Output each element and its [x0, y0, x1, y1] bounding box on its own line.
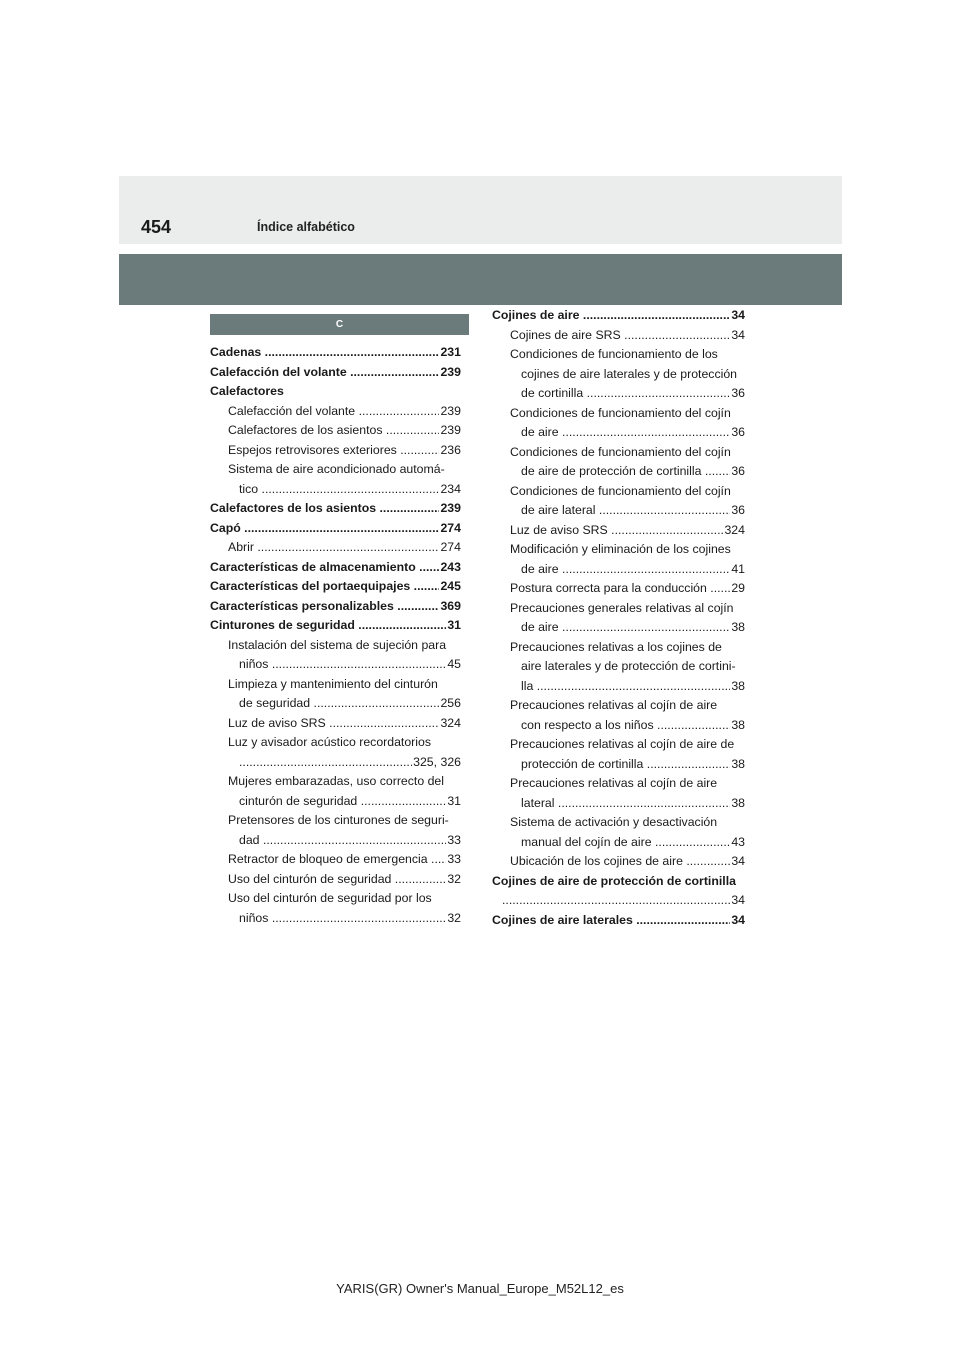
- index-term: niños: [239, 657, 269, 671]
- page-reference: 38: [730, 794, 745, 814]
- page-reference: 45: [446, 655, 461, 675]
- index-entry: [492, 599, 745, 619]
- index-term: Calefactores: [210, 384, 284, 398]
- index-entry: [210, 616, 461, 636]
- index-entry: [492, 638, 745, 658]
- index-term: de aire lateral: [521, 503, 596, 517]
- leader-dots: [268, 911, 461, 925]
- page-reference: 34: [730, 891, 745, 911]
- leader-dots: [310, 696, 461, 710]
- index-entry: [210, 558, 461, 578]
- index-term: Precauciones relativas al cojín de aire de: [510, 737, 735, 751]
- index-term: Uso del cinturón de seguridad: [228, 871, 392, 886]
- page-reference: 239: [439, 402, 461, 422]
- leader-dots: [260, 833, 461, 847]
- page-number: 454: [141, 217, 172, 237]
- leader-dots: [261, 345, 461, 359]
- index-entry: [492, 345, 745, 365]
- page-reference: 256: [439, 694, 461, 714]
- page-reference: 36: [730, 384, 745, 404]
- page-reference: 245: [439, 577, 461, 597]
- index-term: manual del cojín de aire: [521, 834, 652, 849]
- page-reference: 239: [439, 421, 461, 441]
- page-reference: 41: [730, 560, 745, 580]
- index-entry: [210, 655, 461, 675]
- index-term: dad: [239, 832, 260, 847]
- index-term: Condiciones de funcionamiento de los: [510, 347, 718, 361]
- index-term: Uso del cinturón de seguridad por los: [228, 891, 432, 905]
- index-entry: [210, 577, 461, 597]
- index-term: Sistema de aire acondicionado automá-: [228, 462, 445, 476]
- index-term: Precauciones generales relativas al cojín: [510, 600, 734, 615]
- index-entry: [210, 597, 461, 617]
- index-term: lla: [521, 678, 534, 693]
- leader-dots: [583, 386, 745, 400]
- index-entry: [492, 501, 745, 521]
- index-entry: [210, 636, 461, 656]
- index-entry: [210, 538, 461, 558]
- page-reference: 36: [730, 423, 745, 443]
- index-entry: [492, 560, 745, 580]
- index-term: cinturón de seguridad: [239, 793, 358, 808]
- page-reference: 231: [439, 343, 461, 363]
- index-entry: [210, 382, 461, 402]
- index-term: de cortinilla: [521, 386, 584, 400]
- index-term: Modificación y eliminación de los cojines: [510, 542, 731, 556]
- index-entry: [492, 443, 745, 463]
- index-term: Características personalizables: [210, 598, 394, 613]
- index-term: Precauciones relativas a los cojines de: [510, 639, 722, 654]
- index-entry: [210, 460, 461, 480]
- index-entry: [210, 831, 461, 851]
- index-entry: [492, 891, 745, 911]
- index-entry: [210, 850, 461, 870]
- header-band: [119, 254, 842, 305]
- index-entry: [492, 423, 745, 443]
- page-reference: 239: [439, 499, 461, 519]
- page-reference: 32: [446, 909, 461, 929]
- index-term: Precauciones relativas al cojín de aire: [510, 776, 718, 790]
- page-reference: 274: [439, 519, 461, 539]
- index-column-left: [210, 343, 461, 928]
- page-reference: 243: [439, 558, 461, 578]
- index-entry: [492, 482, 745, 502]
- index-entry: [492, 794, 745, 814]
- page-reference: 38: [730, 755, 745, 775]
- index-entry: [210, 480, 461, 500]
- index-column-right: [492, 306, 745, 930]
- index-entry: [210, 402, 461, 422]
- page-reference: 31: [446, 616, 461, 636]
- index-term: Abrir: [228, 540, 254, 554]
- index-term: de aire: [521, 425, 559, 439]
- page-reference: 33: [446, 850, 461, 870]
- index-term: Precauciones relativas al cojín de aire: [510, 698, 718, 712]
- index-entry: [492, 540, 745, 560]
- index-term: con respecto a los niños: [521, 717, 654, 732]
- index-entry: [210, 792, 461, 812]
- index-term: de aire: [521, 620, 559, 634]
- index-entry: [492, 716, 745, 736]
- index-entry: [210, 363, 461, 383]
- index-term: Instalación del sistema de sujeción para: [228, 637, 447, 652]
- index-term: Calefacción del volante: [228, 403, 356, 418]
- index-term: Luz y avisador acústico recordatorios: [228, 735, 431, 749]
- index-entry: [492, 462, 745, 482]
- index-term: Sistema de activación y desactivación: [510, 815, 718, 829]
- leader-dots: [355, 618, 461, 632]
- page-reference: 34: [730, 852, 745, 872]
- page-reference: 36: [730, 501, 745, 521]
- leader-dots: [258, 482, 461, 496]
- leader-dots: [254, 540, 461, 554]
- leader-dots: [559, 562, 745, 576]
- page-reference: 38: [730, 716, 745, 736]
- index-term: Calefactores de los asientos: [228, 423, 383, 437]
- index-term: Cojines de aire laterales: [492, 912, 633, 927]
- page-reference: 274: [439, 538, 461, 558]
- index-term: aire laterales y de protección de cortini-: [521, 659, 736, 673]
- index-term: Luz de aviso SRS: [510, 522, 608, 537]
- index-term: Condiciones de funcionamiento del cojín: [510, 405, 731, 420]
- index-term: cojines de aire laterales y de protección: [521, 366, 738, 381]
- index-entry: [492, 696, 745, 716]
- index-entry: [210, 909, 461, 929]
- index-term: Retractor de bloqueo de emergencia: [228, 852, 428, 866]
- index-entry: [492, 735, 745, 755]
- leader-dots: [241, 521, 461, 535]
- index-entry: [210, 675, 461, 695]
- index-term: Limpieza y mantenimiento del cinturón: [228, 676, 438, 691]
- leader-dots: [596, 503, 745, 517]
- index-term: Cojines de aire de protección de cortinilla: [492, 873, 736, 888]
- index-entry: [492, 521, 745, 541]
- page-reference: 234: [439, 480, 461, 500]
- index-entry: [492, 306, 745, 326]
- leader-dots: [533, 679, 745, 693]
- page-reference: 31: [446, 792, 461, 812]
- index-entry: [492, 579, 745, 599]
- index-term: Cinturones de seguridad: [210, 618, 355, 632]
- index-entry: [210, 694, 461, 714]
- index-term: Cojines de aire: [492, 308, 580, 322]
- index-term: lateral: [521, 795, 555, 810]
- page-reference: 239: [439, 363, 461, 383]
- index-term: de seguridad: [239, 696, 311, 710]
- index-entry: [210, 889, 461, 909]
- index-entry: [210, 772, 461, 792]
- leader-dots: [502, 893, 745, 907]
- index-entry: [492, 677, 745, 697]
- index-term: Características de almacenamiento: [210, 559, 416, 574]
- index-term: Pretensores de los cinturones de seguri-: [228, 813, 449, 827]
- index-term: Características del portaequipajes: [210, 579, 411, 593]
- leader-dots: [555, 796, 746, 810]
- page-reference: 325, 326: [412, 753, 461, 773]
- index-term: Calefactores de los asientos: [210, 501, 377, 515]
- index-entry: [210, 519, 461, 539]
- index-entry: [492, 384, 745, 404]
- page-header: [119, 176, 842, 244]
- leader-dots: [559, 425, 745, 439]
- page-reference: 38: [730, 677, 745, 697]
- index-entry: [492, 813, 745, 833]
- index-entry: [210, 343, 461, 363]
- index-term: Capó: [210, 520, 241, 535]
- index-entry: [210, 811, 461, 831]
- leader-dots: [579, 308, 745, 322]
- page-reference: 34: [730, 326, 745, 346]
- page-reference: 324: [723, 521, 745, 541]
- index-entry: [210, 870, 461, 890]
- index-entry: [210, 441, 461, 461]
- page-reference: 236: [439, 441, 461, 461]
- index-entry: [492, 404, 745, 424]
- index-term: Mujeres embarazadas, uso correcto del: [228, 774, 444, 788]
- index-term: tico: [239, 481, 259, 496]
- leader-dots: [621, 328, 745, 342]
- page-reference: 43: [730, 833, 745, 853]
- index-entry: [492, 365, 745, 385]
- page-reference: 34: [730, 306, 745, 326]
- index-entry: [210, 733, 461, 753]
- page-reference: 38: [730, 618, 745, 638]
- page-reference: 324: [439, 714, 461, 734]
- section-title: Índice alfabético: [257, 220, 355, 234]
- leader-dots: [633, 913, 745, 927]
- index-entry: [210, 499, 461, 519]
- index-term: Condiciones de funcionamiento del cojín: [510, 483, 731, 498]
- index-term: Calefacción del volante: [210, 364, 347, 379]
- index-entry: [492, 326, 745, 346]
- page-reference: 33: [446, 831, 461, 851]
- index-term: niños: [239, 910, 269, 925]
- index-entry: [492, 833, 745, 853]
- index-entry: [492, 618, 745, 638]
- page-reference: 32: [446, 870, 461, 890]
- index-letter-heading: C: [210, 314, 469, 335]
- page-reference: 369: [439, 597, 461, 617]
- page-reference: 36: [730, 462, 745, 482]
- leader-dots: [268, 657, 461, 671]
- leader-dots: [559, 620, 745, 634]
- index-entry: [492, 755, 745, 775]
- index-term: Cadenas: [210, 345, 262, 359]
- index-entry: [210, 421, 461, 441]
- page-reference: 34: [730, 911, 745, 931]
- index-entry: [492, 657, 745, 677]
- document-footer: YARIS(GR) Owner's Manual_Europe_M52L12_es: [336, 1281, 624, 1296]
- index-entry: [210, 714, 461, 734]
- index-term: de aire: [521, 561, 559, 576]
- index-term: Luz de aviso SRS: [228, 715, 326, 730]
- index-term: Postura correcta para la conducción: [510, 581, 707, 595]
- index-term: Ubicación de los cojines de aire: [510, 854, 683, 868]
- index-entry: [492, 911, 745, 931]
- index-entry: [492, 872, 745, 892]
- index-term: protección de cortinilla: [521, 756, 644, 771]
- index-term: Cojines de aire SRS: [510, 327, 621, 342]
- index-term: Espejos retrovisores exteriores: [228, 442, 397, 457]
- page-reference: 29: [730, 579, 745, 599]
- index-term: de aire de protección de cortinilla: [521, 464, 702, 478]
- index-entry: [492, 774, 745, 794]
- index-term: Condiciones de funcionamiento del cojín: [510, 444, 731, 459]
- index-entry: [492, 852, 745, 872]
- index-entry: [210, 753, 461, 773]
